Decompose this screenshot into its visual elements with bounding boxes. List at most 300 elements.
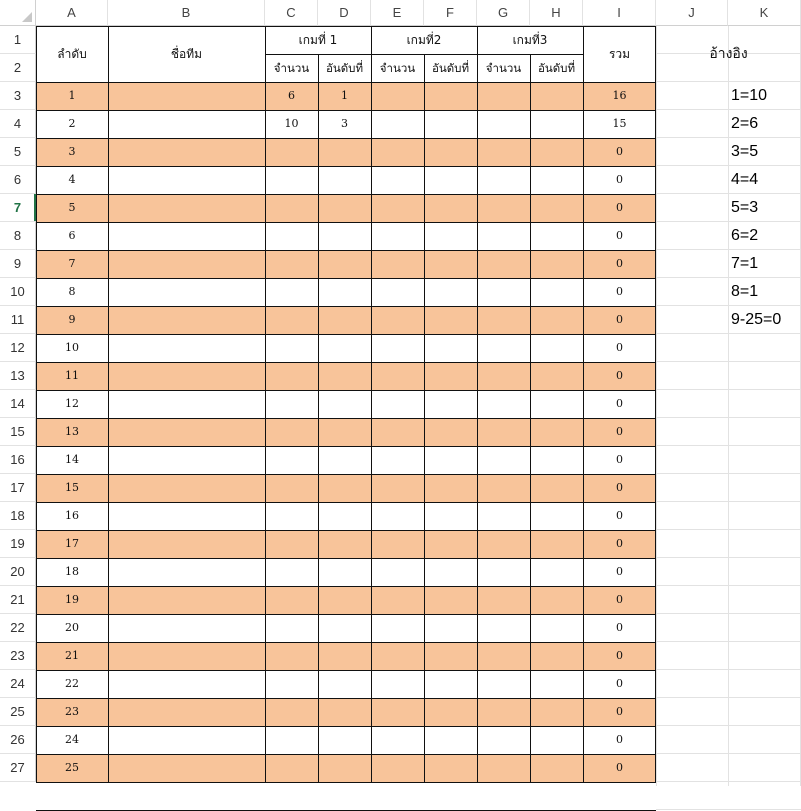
row-header-2[interactable]: 2 [0, 54, 36, 82]
cell-rank[interactable]: 18 [65, 565, 79, 578]
cell-g3-count[interactable] [477, 306, 530, 334]
cell-total[interactable]: 16 [612, 89, 627, 102]
cell-g3-place[interactable] [530, 110, 583, 138]
cell-g3-place[interactable] [530, 726, 583, 754]
cell-g2-place[interactable] [424, 278, 477, 306]
cell-total[interactable]: 0 [616, 397, 623, 410]
cell-g2-place[interactable] [424, 362, 477, 390]
cell-g1-place[interactable] [318, 446, 371, 474]
game3-header: เกมที่3 [512, 33, 548, 47]
cell-total[interactable]: 0 [616, 229, 623, 242]
cell-total[interactable]: 0 [616, 593, 623, 606]
cell-g1-place[interactable] [318, 474, 371, 502]
cell-g3-count[interactable] [477, 110, 530, 138]
cell-g3-count[interactable] [477, 418, 530, 446]
row-header-11[interactable]: 11 [0, 306, 36, 334]
cell-g3-count[interactable] [477, 250, 530, 278]
cell-team[interactable] [108, 250, 265, 278]
cell-team[interactable] [108, 110, 265, 138]
cell-g3-count[interactable] [477, 166, 530, 194]
cell-team[interactable] [108, 558, 265, 586]
table-border-horizontal [36, 138, 656, 139]
cell-rank[interactable]: 9 [68, 313, 76, 326]
cell-team[interactable] [108, 670, 265, 698]
cell-g3-place[interactable] [530, 418, 583, 446]
cell-g1-count[interactable] [265, 446, 318, 474]
cell-total[interactable]: 0 [616, 145, 623, 158]
cell-g3-place[interactable] [530, 502, 583, 530]
table-border-horizontal [36, 782, 656, 783]
cell-g2-count[interactable] [371, 474, 424, 502]
cell-g1-count[interactable] [265, 334, 318, 362]
cell-team[interactable] [108, 502, 265, 530]
cell-g1-place[interactable] [318, 502, 371, 530]
cell-team[interactable] [108, 418, 265, 446]
cell-g2-place[interactable] [424, 306, 477, 334]
cell-g1-place[interactable] [318, 278, 371, 306]
table-border-horizontal [36, 726, 656, 727]
cell-g3-place[interactable] [530, 362, 583, 390]
column-header-e[interactable]: E [371, 0, 424, 26]
cell-g2-place[interactable] [424, 110, 477, 138]
cell-g2-place[interactable] [424, 334, 477, 362]
cell-rank[interactable]: 21 [65, 649, 79, 662]
cell-total[interactable]: 0 [616, 733, 623, 746]
cell-total[interactable]: 0 [616, 173, 623, 186]
cell-g1-count[interactable] [265, 250, 318, 278]
cell-team[interactable] [108, 474, 265, 502]
cell-g3-count[interactable] [477, 138, 530, 166]
cell-g1-place[interactable]: 3 [341, 117, 348, 130]
cell-rank[interactable]: 4 [68, 173, 76, 186]
cell-total[interactable]: 0 [616, 313, 623, 326]
gridline-horizontal [656, 529, 801, 530]
cell-g3-place[interactable] [530, 138, 583, 166]
cell-g3-count[interactable] [477, 194, 530, 222]
cell-g2-count[interactable] [371, 390, 424, 418]
cell-g3-place[interactable] [530, 642, 583, 670]
cell-rank[interactable]: 13 [65, 425, 79, 438]
cell-g1-place[interactable] [318, 754, 371, 782]
cell-g2-place[interactable] [424, 670, 477, 698]
game2-place-header: อันดับที่ [431, 61, 470, 75]
row-header-20[interactable]: 20 [0, 558, 36, 586]
cell-g2-place[interactable] [424, 194, 477, 222]
cell-g2-place[interactable] [424, 222, 477, 250]
cell-team[interactable] [108, 586, 265, 614]
row-header-7[interactable]: 7 [0, 194, 36, 222]
cell-g1-count[interactable] [265, 586, 318, 614]
cell-g2-count[interactable] [371, 614, 424, 642]
gridline-horizontal [656, 585, 801, 586]
column-header-k[interactable]: K [728, 0, 801, 26]
cell-g1-place[interactable] [318, 250, 371, 278]
cell-g3-count[interactable] [477, 642, 530, 670]
cell-g1-place[interactable] [318, 166, 371, 194]
cell-rank[interactable]: 14 [65, 453, 79, 466]
cell-g3-place[interactable] [530, 194, 583, 222]
cell-g1-count[interactable] [265, 642, 318, 670]
cell-total[interactable]: 0 [616, 621, 623, 634]
cell-g3-place[interactable] [530, 222, 583, 250]
column-header-b[interactable]: B [108, 0, 265, 26]
cell-rank[interactable]: 8 [68, 285, 76, 298]
cell-g3-place[interactable] [530, 390, 583, 418]
cell-total[interactable]: 0 [616, 509, 623, 522]
row-header-9[interactable]: 9 [0, 250, 36, 278]
cell-total[interactable]: 0 [616, 761, 623, 774]
cell-rank[interactable]: 17 [65, 537, 79, 550]
cell-g3-place[interactable] [530, 278, 583, 306]
row-header-10[interactable]: 10 [0, 278, 36, 306]
cell-rank[interactable]: 3 [68, 145, 76, 158]
cell-g1-count[interactable] [265, 726, 318, 754]
row-header-3[interactable]: 3 [0, 82, 36, 110]
cell-total[interactable]: 0 [616, 201, 623, 214]
cell-g1-place[interactable] [318, 670, 371, 698]
cell-g1-place[interactable] [318, 418, 371, 446]
cell-g3-place[interactable] [530, 530, 583, 558]
cell-rank[interactable]: 10 [65, 341, 79, 354]
cell-g1-count[interactable] [265, 390, 318, 418]
cell-g2-count[interactable] [371, 586, 424, 614]
cell-team[interactable] [108, 530, 265, 558]
row-header-16[interactable]: 16 [0, 446, 36, 474]
row-header-27[interactable]: 27 [0, 754, 36, 782]
cell-g2-place[interactable] [424, 446, 477, 474]
cell-g3-count[interactable] [477, 586, 530, 614]
column-header-h[interactable]: H [530, 0, 583, 26]
cell-g3-place[interactable] [530, 670, 583, 698]
table-border-horizontal [36, 670, 656, 671]
row-header-12[interactable]: 12 [0, 334, 36, 362]
game2-header: เกมที่2 [406, 33, 442, 47]
cell-team[interactable] [108, 642, 265, 670]
gridline-horizontal [656, 641, 801, 642]
cell-g1-count[interactable] [265, 698, 318, 726]
cell-rank[interactable]: 5 [68, 201, 76, 214]
cell-g3-count[interactable] [477, 698, 530, 726]
cell-g3-place[interactable] [530, 698, 583, 726]
cell-g3-place[interactable] [530, 474, 583, 502]
cell-g1-count[interactable] [265, 194, 318, 222]
cell-g3-count[interactable] [477, 222, 530, 250]
cell-g2-place[interactable] [424, 138, 477, 166]
cell-g1-count[interactable] [265, 530, 318, 558]
total-header: รวม [608, 47, 631, 61]
cell-g3-place[interactable] [530, 558, 583, 586]
column-header-a[interactable]: A [36, 0, 108, 26]
table-border-horizontal [36, 474, 656, 475]
cell-g1-count[interactable]: 6 [288, 89, 295, 102]
table-border-horizontal [36, 82, 656, 83]
cell-g3-place[interactable] [530, 334, 583, 362]
cell-total[interactable]: 0 [616, 677, 623, 690]
gridline-horizontal [656, 473, 801, 474]
cell-g3-count[interactable] [477, 670, 530, 698]
row-header-14[interactable]: 14 [0, 390, 36, 418]
cell-g2-place[interactable] [424, 82, 477, 110]
cell-g1-place[interactable] [318, 306, 371, 334]
cell-total[interactable]: 0 [616, 285, 623, 298]
cell-g1-count[interactable] [265, 306, 318, 334]
cell-g1-count[interactable] [265, 362, 318, 390]
cell-g1-count[interactable] [265, 166, 318, 194]
gridline-horizontal [656, 445, 801, 446]
cell-total[interactable]: 0 [616, 257, 623, 270]
cell-g2-count[interactable] [371, 362, 424, 390]
cell-g3-place[interactable] [530, 82, 583, 110]
table-border-horizontal [36, 362, 656, 363]
cell-g2-count[interactable] [371, 306, 424, 334]
cell-g2-count[interactable] [371, 558, 424, 586]
row-header-17[interactable]: 17 [0, 474, 36, 502]
cell-g2-place[interactable] [424, 698, 477, 726]
table-border-horizontal [36, 250, 656, 251]
cell-total[interactable]: 0 [616, 341, 623, 354]
row-header-4[interactable]: 4 [0, 110, 36, 138]
cell-g2-count[interactable] [371, 250, 424, 278]
game1-header: เกมที่ 1 [298, 33, 338, 47]
cell-g1-count[interactable] [265, 754, 318, 782]
reference-header: อ้างอิง [709, 46, 748, 62]
cell-g2-place[interactable] [424, 586, 477, 614]
cell-g3-count[interactable] [477, 474, 530, 502]
cell-g1-place[interactable] [318, 642, 371, 670]
cell-g2-count[interactable] [371, 138, 424, 166]
cell-rank[interactable]: 22 [65, 677, 79, 690]
cell-g2-place[interactable] [424, 642, 477, 670]
cell-total[interactable]: 0 [616, 425, 623, 438]
cell-total[interactable]: 0 [616, 705, 623, 718]
cell-g3-place[interactable] [530, 586, 583, 614]
cell-g1-count[interactable] [265, 222, 318, 250]
row-header-26[interactable]: 26 [0, 726, 36, 754]
cell-rank[interactable]: 2 [68, 117, 76, 130]
cell-g1-count[interactable] [265, 138, 318, 166]
gridline-vertical [728, 26, 729, 786]
cell-g2-place[interactable] [424, 726, 477, 754]
cell-g3-place[interactable] [530, 446, 583, 474]
row-header-5[interactable]: 5 [0, 138, 36, 166]
reference-item: 6=2 [731, 227, 759, 244]
cell-g3-count[interactable] [477, 278, 530, 306]
cell-rank[interactable]: 12 [65, 397, 79, 410]
cell-g3-place[interactable] [530, 166, 583, 194]
table-border-horizontal [36, 502, 656, 503]
cell-g1-place[interactable] [318, 530, 371, 558]
cell-rank[interactable]: 20 [65, 621, 79, 634]
cell-total[interactable]: 15 [612, 117, 627, 130]
cell-g2-count[interactable] [371, 698, 424, 726]
cell-g2-place[interactable] [424, 166, 477, 194]
cell-rank[interactable]: 7 [68, 257, 76, 270]
cell-g3-count[interactable] [477, 530, 530, 558]
cell-g2-count[interactable] [371, 754, 424, 782]
reference-item: 4=4 [731, 171, 759, 188]
cell-rank[interactable]: 6 [68, 229, 76, 242]
column-header-c[interactable]: C [265, 0, 318, 26]
cell-g2-count[interactable] [371, 194, 424, 222]
table-border-horizontal [36, 586, 656, 587]
cell-g3-place[interactable] [530, 250, 583, 278]
cell-team[interactable] [108, 362, 265, 390]
cell-g2-count[interactable] [371, 334, 424, 362]
gridline-horizontal [656, 557, 801, 558]
cell-team[interactable] [108, 726, 265, 754]
cell-g2-count[interactable] [371, 418, 424, 446]
gridline-horizontal [656, 781, 801, 782]
cell-total[interactable]: 0 [616, 453, 623, 466]
row-header-15[interactable]: 15 [0, 418, 36, 446]
cell-g1-count[interactable] [265, 670, 318, 698]
row-header-6[interactable]: 6 [0, 166, 36, 194]
row-header-19[interactable]: 19 [0, 530, 36, 558]
cell-rank[interactable]: 11 [65, 369, 79, 382]
column-header-f[interactable]: F [424, 0, 477, 26]
row-header-1[interactable]: 1 [0, 26, 36, 54]
cell-team[interactable] [108, 278, 265, 306]
cell-g1-count[interactable] [265, 418, 318, 446]
cell-g1-place[interactable] [318, 194, 371, 222]
row-header-23[interactable]: 23 [0, 642, 36, 670]
row-header-13[interactable]: 13 [0, 362, 36, 390]
cell-g1-place[interactable] [318, 334, 371, 362]
cell-g1-count[interactable]: 10 [284, 117, 299, 130]
reference-item: 9-25=0 [731, 311, 782, 328]
cell-g3-count[interactable] [477, 726, 530, 754]
cell-g2-place[interactable] [424, 754, 477, 782]
row-header-25[interactable]: 25 [0, 698, 36, 726]
cell-g2-count[interactable] [371, 446, 424, 474]
cell-g1-count[interactable] [265, 502, 318, 530]
cell-g2-count[interactable] [371, 110, 424, 138]
cell-g3-count[interactable] [477, 362, 530, 390]
cell-g2-count[interactable] [371, 642, 424, 670]
cell-g3-count[interactable] [477, 446, 530, 474]
cell-g1-place[interactable] [318, 558, 371, 586]
table-border-vertical [477, 26, 478, 782]
cell-g1-place[interactable] [318, 586, 371, 614]
table-border-horizontal [36, 166, 656, 167]
cell-g2-count[interactable] [371, 726, 424, 754]
cell-rank[interactable]: 23 [65, 705, 79, 718]
cell-team[interactable] [108, 390, 265, 418]
cell-total[interactable]: 0 [616, 537, 623, 550]
cell-g2-place[interactable] [424, 502, 477, 530]
cell-g2-count[interactable] [371, 82, 424, 110]
cell-rank[interactable]: 15 [65, 481, 79, 494]
cell-g2-place[interactable] [424, 614, 477, 642]
cell-team[interactable] [108, 614, 265, 642]
row-header-8[interactable]: 8 [0, 222, 36, 250]
cell-g3-count[interactable] [477, 82, 530, 110]
cell-g2-place[interactable] [424, 250, 477, 278]
table-border-vertical [265, 26, 266, 782]
cell-g2-count[interactable] [371, 670, 424, 698]
cell-g1-count[interactable] [265, 474, 318, 502]
column-header-i[interactable]: I [583, 0, 656, 26]
select-all-corner[interactable] [0, 0, 36, 26]
cell-g3-count[interactable] [477, 558, 530, 586]
table-border-horizontal [36, 278, 656, 279]
cell-g3-place[interactable] [530, 614, 583, 642]
cell-g2-count[interactable] [371, 222, 424, 250]
cell-g1-place[interactable] [318, 222, 371, 250]
cell-g1-place[interactable] [318, 614, 371, 642]
table-border-horizontal [36, 446, 656, 447]
cell-g2-place[interactable] [424, 530, 477, 558]
table-border-vertical [108, 26, 109, 782]
table-border-horizontal [36, 390, 656, 391]
cell-team[interactable] [108, 194, 265, 222]
cell-team[interactable] [108, 82, 265, 110]
cell-total[interactable]: 0 [616, 369, 623, 382]
cell-total[interactable]: 0 [616, 565, 623, 578]
cell-rank[interactable]: 1 [68, 89, 76, 102]
cell-g2-place[interactable] [424, 390, 477, 418]
cell-g1-place[interactable] [318, 362, 371, 390]
cell-g3-count[interactable] [477, 614, 530, 642]
table-border-horizontal [36, 754, 656, 755]
cell-g2-count[interactable] [371, 278, 424, 306]
column-header-d[interactable]: D [318, 0, 371, 26]
row-header-18[interactable]: 18 [0, 502, 36, 530]
cell-team[interactable] [108, 138, 265, 166]
row-header-24[interactable]: 24 [0, 670, 36, 698]
cell-team[interactable] [108, 754, 265, 782]
cell-g1-place[interactable] [318, 698, 371, 726]
cell-g1-count[interactable] [265, 278, 318, 306]
cell-g1-count[interactable] [265, 558, 318, 586]
cell-rank[interactable]: 16 [65, 509, 79, 522]
cell-g3-place[interactable] [530, 306, 583, 334]
cell-total[interactable]: 0 [616, 481, 623, 494]
cell-g1-place[interactable]: 1 [341, 89, 348, 102]
cell-g2-place[interactable] [424, 474, 477, 502]
cell-team[interactable] [108, 698, 265, 726]
cell-g2-count[interactable] [371, 530, 424, 558]
cell-rank[interactable]: 24 [65, 733, 79, 746]
game2-count-header: จำนวน [379, 61, 416, 75]
row-header-21[interactable]: 21 [0, 586, 36, 614]
cell-team[interactable] [108, 222, 265, 250]
cell-g1-count[interactable] [265, 614, 318, 642]
row-header-22[interactable]: 22 [0, 614, 36, 642]
cell-team[interactable] [108, 306, 265, 334]
column-header-g[interactable]: G [477, 0, 530, 26]
cell-g3-count[interactable] [477, 390, 530, 418]
cell-g2-place[interactable] [424, 418, 477, 446]
cell-g1-place[interactable] [318, 390, 371, 418]
cell-g3-count[interactable] [477, 502, 530, 530]
cell-g1-place[interactable] [318, 726, 371, 754]
cell-g3-place[interactable] [530, 754, 583, 782]
cell-team[interactable] [108, 334, 265, 362]
cell-g3-count[interactable] [477, 754, 530, 782]
cell-rank[interactable]: 19 [65, 593, 79, 606]
cell-g2-count[interactable] [371, 502, 424, 530]
cell-g2-count[interactable] [371, 166, 424, 194]
cell-total[interactable]: 0 [616, 649, 623, 662]
column-header-j[interactable]: J [656, 0, 728, 26]
cell-g2-place[interactable] [424, 558, 477, 586]
cell-team[interactable] [108, 446, 265, 474]
cell-team[interactable] [108, 166, 265, 194]
cell-g1-place[interactable] [318, 138, 371, 166]
cell-rank[interactable]: 25 [65, 761, 79, 774]
cell-g3-count[interactable] [477, 334, 530, 362]
